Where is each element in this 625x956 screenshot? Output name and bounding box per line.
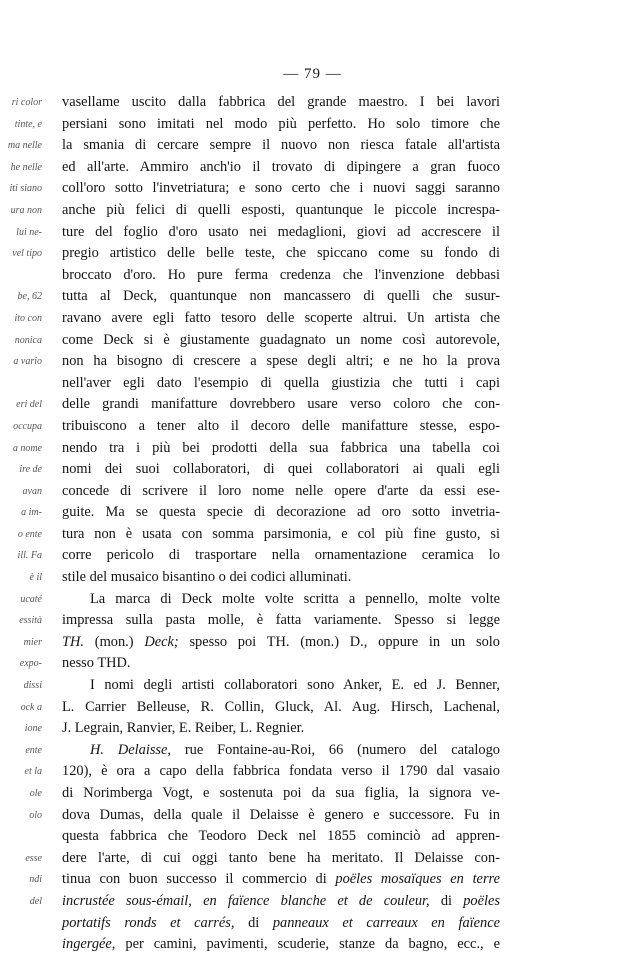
- text-line: delle grandi manifatture dovrebbero usare verso coloro che con-: [62, 396, 500, 413]
- bleed-through-fragment: ucaté: [20, 593, 42, 605]
- bleed-through-fragment: ri color: [11, 97, 42, 108]
- bleed-through-fragment: ura non: [10, 204, 42, 216]
- bleed-through-fragment: iti siano: [9, 183, 42, 195]
- bleed-through-fragment: mier: [23, 636, 42, 648]
- bleed-through-fragment: o ente: [17, 528, 42, 540]
- bleed-through-fragment: lui ne-: [16, 226, 42, 238]
- monogram-th: TH.: [62, 633, 84, 650]
- text-line: ravano avere egli fatto tesoro delle scoperte altrui. Un artista che: [62, 309, 500, 326]
- text-line: La marca di Deck molte volte scritta a pennello, molte volte: [90, 590, 500, 607]
- text-run-italic: panneaux et carreaux en faïence: [272, 914, 501, 931]
- bleed-through-fragment: ente: [25, 744, 42, 756]
- bleed-through-fragment: del: [29, 895, 42, 907]
- text-line: concede di scrivere il loro nome nelle opere d'arte da essi ese-: [62, 482, 500, 499]
- bleed-through-fragment: dissi: [23, 680, 42, 692]
- bleed-through-fragment: et la: [24, 766, 42, 778]
- text-line: nesso THD.: [62, 655, 131, 672]
- bleed-through-fragment: occupa: [13, 420, 42, 432]
- paragraph-4: [62, 740, 500, 956]
- bleed-through-fragment: be, 62: [17, 291, 42, 303]
- text-line: anche più felici di quelli esposti, quantunque le piccole increspa-: [62, 201, 500, 218]
- text-run: per camini, pavimenti, scuderie, stanze da bagno, ecc., e: [115, 936, 500, 953]
- text-run-italic: poëles mosaïques en terre: [335, 871, 501, 888]
- mark-deck: Deck;: [144, 633, 179, 650]
- text-run: tinua con buon successo il commercio di: [62, 871, 336, 888]
- text-line: nomi dei suoi collaboratori, di quei collaboratori ai quali egli: [62, 461, 500, 478]
- text-line: la smania di cercare sempre il nuovo non riesca fatale all'artista: [62, 137, 500, 154]
- text-run-italic: poëles: [463, 892, 500, 909]
- text-line: [62, 891, 500, 913]
- text-line: come Deck si è giustamente guadagnato un nome così autorevole,: [62, 331, 500, 348]
- text-line: [62, 632, 500, 654]
- bleed-through-fragment: è il: [29, 572, 42, 584]
- bleed-through-fragment: ill. Fa: [17, 550, 42, 562]
- text-line: tura non è usata con somma parsimonia, e col più fine gusto, si: [62, 525, 500, 542]
- text-line: tutta al Deck, quantunque non mancassero di quelli che susur-: [62, 288, 500, 305]
- bleed-through-fragment: a nome: [12, 442, 42, 454]
- text-line: ture del foglio d'oro usato nei medaglioni, giovi ad accrescere il: [62, 223, 500, 240]
- paragraph-2: [62, 589, 500, 675]
- bleed-through-fragment: [0, 265, 46, 287]
- text-run: spesso poi TH. (mon.) D., oppure in un solo: [178, 633, 500, 650]
- bleed-through-fragment: ito con: [14, 312, 42, 324]
- text-line: [62, 913, 500, 935]
- bleed-through-fragment: avan: [22, 485, 42, 497]
- text-line: persiani sono imitati nel modo più perfetto. Ho solo timore che: [62, 115, 500, 132]
- text-run: di: [234, 914, 273, 931]
- bleed-through-fragment: ole: [29, 788, 42, 799]
- page-number: — 79 —: [283, 66, 342, 82]
- text-line: questa fabbrica che Teodoro Deck nel 1855 cominciò ad appren-: [62, 828, 500, 845]
- bleed-through-fragment: ndi: [29, 874, 42, 886]
- text-line: guite. Ma se questa specie di decorazione ad oro sotto invetria-: [62, 504, 500, 521]
- bleed-through-fragment: essità: [19, 615, 42, 627]
- text-line: vasellame uscito dalla fabbrica del grande maestro. I bei lavori: [62, 94, 500, 110]
- bleed-through-fragment: tinte, e: [14, 118, 42, 130]
- text-line: corre pericolo di trasportare nella ornamentazione ceramica lo: [62, 547, 500, 564]
- bleed-through-fragment: ock a: [20, 701, 42, 713]
- bleed-through-fragment: a vario: [13, 356, 42, 368]
- bleed-through-fragment: esse: [25, 852, 42, 864]
- text-line: [62, 934, 500, 956]
- bleed-through-fragment: ma nelle: [7, 140, 42, 152]
- bleed-through-fragment: ire de: [19, 464, 42, 476]
- paragraph-1: [62, 92, 500, 589]
- text-line: non ha bisogno di crescere a spese degli altri; e ne ho la prova: [62, 353, 500, 370]
- text-line: ed all'arte. Ammiro anch'io il trovato di dipingere a gran fuoco: [62, 158, 500, 175]
- text-line: dova Dumas, della quale il Delaisse è genero e successore. Fu in: [62, 806, 500, 823]
- text-line: pregio artistico delle belle teste, che spiccano come su fondo di: [62, 245, 500, 262]
- bleed-through-fragment: [0, 373, 46, 395]
- text-run: (mon.): [84, 633, 145, 650]
- text-line: nell'aver egli dato l'esempio di quella giustizia che tutti i capi: [62, 374, 500, 391]
- text-line: [62, 869, 500, 891]
- bleed-through-fragment: expo-: [19, 658, 42, 670]
- text-run: rue Fontaine-au-Roi, 66 (numero del catalogo: [171, 741, 500, 758]
- text-line: L. Carrier Belleuse, R. Collin, Gluck, Al. Aug. Hirsch, Lachenal,: [62, 698, 500, 715]
- text-line: dere l'arte, di cui oggi tanto bene ha meritato. Il Delaisse con-: [62, 849, 500, 866]
- bleed-through-fragment: a im-: [21, 507, 42, 519]
- text-line: [62, 740, 500, 762]
- text-line: J. Legrain, Ranvier, E. Reiber, L. Regnier.: [62, 720, 305, 737]
- text-run-italic: portatifs ronds et carrés,: [62, 914, 235, 931]
- text-line: coll'oro sotto l'invetriatura; e sono certo che i nuovi saggi saranno: [62, 180, 500, 197]
- bleed-through-margin: [0, 92, 46, 907]
- name-delaisse: H. Delaisse,: [90, 741, 172, 758]
- text-line: 120), è ora a capo della fabbrica fondata verso il 1790 dal vasaio: [62, 763, 500, 780]
- paragraph-4-lines: [62, 761, 500, 869]
- text-line: nendo tra i più bei prodotti della sua fabbrica una tabella coi: [62, 439, 500, 456]
- paragraph-3: [62, 675, 500, 740]
- page-body: [62, 92, 500, 956]
- text-run: di: [429, 892, 464, 909]
- bleed-through-fragment: nonica: [14, 334, 42, 346]
- bleed-through-fragment: he nelle: [10, 161, 42, 173]
- text-line: di Norimberga Vogt, e sostenuta poi da sua figlia, la signora ve-: [62, 785, 500, 801]
- bleed-through-fragment: ione: [24, 723, 42, 735]
- text-line: stile del musaico bisantino o dei codici alluminati.: [62, 569, 352, 586]
- bleed-through-fragment: vel tipo: [12, 248, 42, 260]
- text-line: I nomi degli artisti collaboratori sono Anker, E. ed J. Benner,: [90, 677, 500, 694]
- bleed-through-fragment: eri del: [16, 399, 42, 411]
- text-run-italic: ingergée,: [62, 936, 116, 953]
- text-run-italic: incrustée sous-émail, en faïence blanche et de couleur,: [62, 892, 430, 909]
- text-line: impressa sulla pasta molle, è fatta variamente. Spesso si legge: [62, 612, 500, 629]
- bleed-through-fragment: [0, 826, 46, 848]
- bleed-through-fragment: olo: [29, 809, 42, 821]
- text-line: broccato d'oro. Ho pure ferma credenza che l'invenzione debbasi: [62, 266, 500, 283]
- text-line: tribuiscono a tener alto il decoro delle manifatture stesse, espo-: [62, 417, 500, 434]
